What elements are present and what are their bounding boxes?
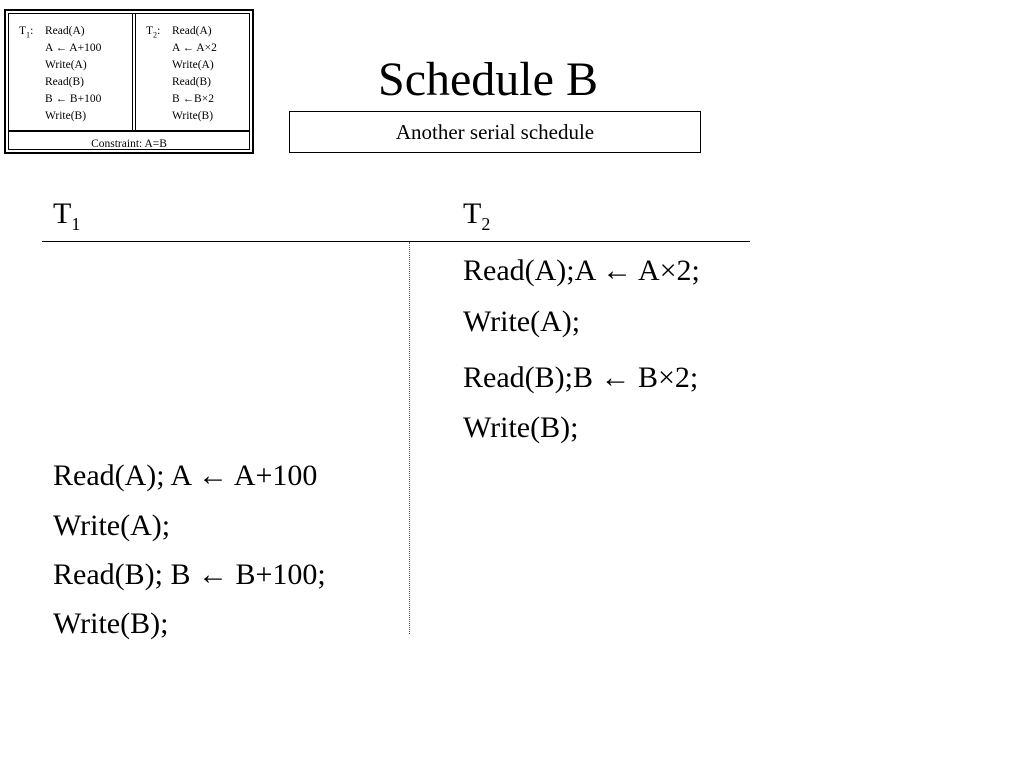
t1-def-line: Read(A) [45, 25, 85, 37]
t2-def-line: Read(A) [172, 25, 212, 37]
t2-operation: Read(B);B ← B×2; [463, 361, 699, 394]
t1-definition: $T_1$: Read(A) A ← A+100 Write(A) Read(B) B ← B+100 Write(B) [9, 14, 133, 130]
transaction-summary-inner [8, 13, 250, 150]
slide-title: Schedule B [378, 53, 598, 106]
transaction-summary-box [4, 9, 254, 154]
t1-operation: Write(A); [53, 509, 171, 542]
column-header-t2-sub: 2 [481, 214, 491, 234]
column-header-t1-sub: 1 [71, 214, 81, 234]
subtitle-box [289, 111, 701, 153]
t2-def-line: Read(B) [172, 76, 211, 88]
t2-def-line: Write(A) [172, 59, 214, 71]
t1-def-sub: 1 [26, 30, 31, 40]
column-header-t2-label: T [463, 197, 482, 230]
column-divider [409, 242, 410, 634]
t1-def-line: Read(B) [45, 76, 84, 88]
t2-operation: Write(B); [463, 411, 579, 444]
t2-operation: Write(A); [463, 305, 581, 338]
t2-operation: Read(A);A ← A×2; [463, 254, 700, 287]
t2-def-line: Write(B) [172, 110, 214, 122]
t1-def-line: Write(B) [45, 110, 87, 122]
t1-def-label: T [19, 25, 27, 37]
header-rule [42, 241, 750, 242]
t2-def-line: B ←B×2 [172, 93, 214, 105]
column-header-t1 [53, 196, 80, 232]
t2-def-label: T [146, 25, 154, 37]
t2-def-line: A ← A×2 [172, 42, 217, 54]
t2-def-sub: 2 [153, 30, 158, 40]
t1-operation: Read(A); A ← A+100 [53, 459, 318, 492]
t1-operation: Write(B); [53, 607, 169, 640]
t1-def-line: A ← A+100 [45, 42, 102, 54]
t2-definition: $T_2$: Read(A) A ← A×2 Write(A) Read(B) B ←B×2 Write(B) [135, 14, 255, 130]
subtitle-text: Another serial schedule [395, 120, 595, 144]
column-header-t1-label: T [53, 197, 72, 230]
constraint-text: Constraint: A=B [9, 130, 249, 149]
t1-def-line: Write(A) [45, 59, 87, 71]
t1-operation: Read(B); B ← B+100; [53, 558, 326, 591]
t1-def-line: B ← B+100 [45, 93, 102, 105]
column-header-t2 [463, 196, 490, 232]
